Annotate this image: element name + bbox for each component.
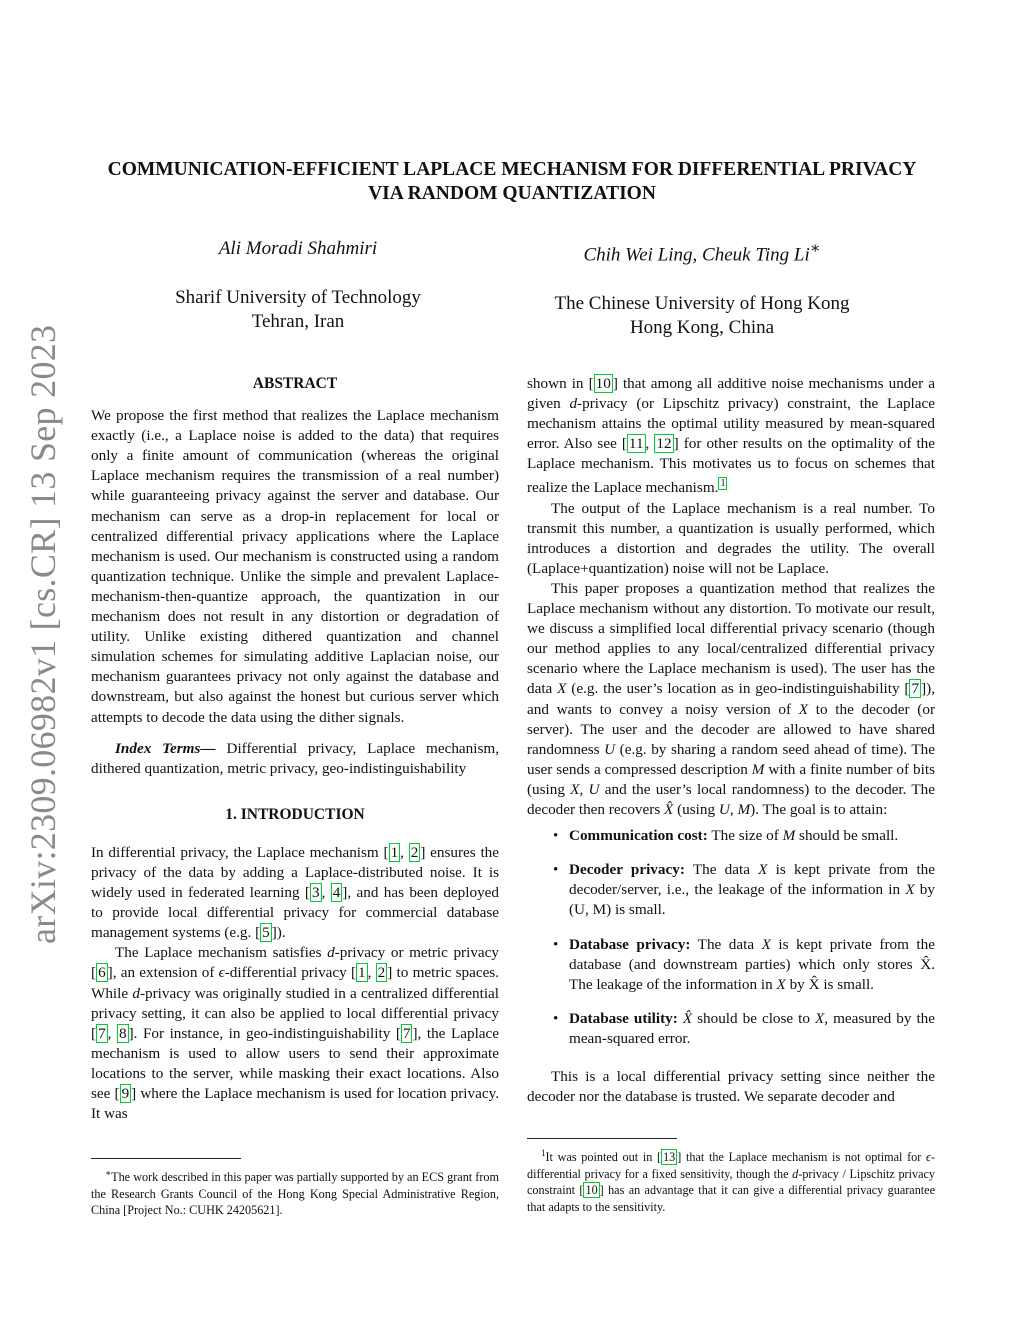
left-column (91, 374, 499, 1124)
introduction-heading: 1. INTRODUCTION (225, 805, 365, 823)
text-run: The data (690, 935, 762, 953)
text-run: should be close to (692, 1009, 815, 1027)
text-run: ] to metric spaces. While (91, 964, 500, 1002)
math-symbol: d (327, 944, 335, 962)
text-run: ] that the Laplace mechanism is not optimal for (677, 1150, 927, 1165)
text-run: , (367, 964, 376, 982)
text-run: , (107, 1024, 117, 1042)
citation-link[interactable]: 10 (585, 1183, 598, 1198)
list-item-label: Database privacy: (569, 935, 691, 953)
citation-link[interactable]: 13 (663, 1150, 676, 1165)
author-names (522, 237, 882, 267)
intro-paragraph-4: The output of the Laplace mechanism is a real number. To transmit this number, a quantization is usually performed, which introduces a distortion and degrades the utility. The overall (Laplace+quantization) noise will not be Laplace. (527, 499, 935, 577)
text-run: with a finite number of bits (using (527, 760, 935, 798)
math-symbol: d (792, 1166, 799, 1181)
author-names-text: Chih Wei Ling, Cheuk Ting Li (583, 244, 810, 266)
footnote-link[interactable]: 1 (720, 478, 726, 490)
citation-link[interactable]: 9 (121, 1085, 130, 1102)
math-symbol: X (798, 700, 809, 718)
paper-title (60, 158, 964, 206)
math-symbol: U, M (718, 801, 751, 819)
math-symbol: X (557, 680, 567, 698)
list-item (527, 935, 935, 995)
footnote-rule (527, 1138, 677, 1139)
footnote-text (91, 1165, 499, 1219)
citation-link[interactable]: 11 (628, 435, 644, 453)
citation-link[interactable]: 5 (262, 924, 270, 942)
math-symbol: X (905, 881, 915, 899)
text-run: -differential privacy for a fixed sensitivity, though the (527, 1150, 935, 1181)
intro-paragraph-5 (527, 579, 935, 820)
index-terms-label: Index Terms— (115, 739, 216, 757)
text-run: -privacy or metric privacy [ (91, 944, 499, 982)
math-symbol: X (814, 1009, 825, 1027)
citation-link[interactable]: 1 (358, 964, 366, 982)
math-symbol: ϵ (218, 964, 225, 982)
math-symbol: d (569, 395, 578, 413)
author-names: Ali Moradi Shahmiri (218, 238, 378, 259)
text-run: -privacy / Lipschitz privacy constraint [ (527, 1166, 936, 1198)
list-item (527, 860, 935, 920)
citation-link[interactable]: 10 (595, 375, 611, 392)
text-run: ] has an advantage that it can give a differential privacy guarantee that adapts to the sensitivity. (527, 1183, 935, 1214)
math-symbol: ϵ (926, 1150, 931, 1165)
text-run: ]), and wants to convey a noisy version of (527, 680, 935, 718)
paper-title-line-2: VIA RANDOM QUANTIZATION (368, 183, 656, 204)
text-run: ]. For instance, in geo-indistinguishability [ (128, 1024, 401, 1042)
math-symbol: X̂ (664, 801, 674, 819)
text-run: , (400, 843, 409, 861)
math-symbol: X (776, 975, 786, 993)
text-run: -privacy (or Lipschitz privacy) constraint, the Laplace mechanism attains the optimal utility measured by mean-squared error. Also see [ (527, 395, 935, 453)
affiliation-line: The Chinese University of Hong Kong (554, 293, 850, 315)
math-symbol: X, U (570, 780, 600, 798)
intro-paragraph-3 (527, 374, 935, 499)
text-run: and the user’s local randomness) to the decoder. The decoder then recovers (527, 780, 936, 819)
intro-paragraph-6: This is a local differential privacy setting since neither the decoder nor the database is trusted. We separate decoder and (527, 1067, 935, 1106)
citation-link[interactable]: 7 (911, 680, 920, 698)
citation-link[interactable]: 1 (390, 843, 399, 861)
text-run: The size of (707, 827, 783, 845)
text-run: It was pointed out in [ (545, 1150, 662, 1165)
text-run: ], an extension of (107, 964, 219, 982)
right-footnote-area (527, 1138, 935, 1215)
text-run: -privacy was originally studied in a centralized differential privacy setting, it can also be applied to local differential privacy [ (91, 984, 499, 1042)
text-run: shown in [ (527, 375, 594, 392)
math-symbol: d (132, 984, 140, 1002)
text-run: by X̂ is small. (785, 975, 874, 993)
text-run: (using (673, 801, 719, 819)
author-affiliation (522, 292, 882, 340)
text-run: ] where the Laplace mechanism is used for location privacy. It was (91, 1085, 499, 1123)
math-symbol: M (751, 760, 765, 778)
text-run: ] ensures the privacy of the data by adding a Laplace-distributed noise. It is widely used in federated learning [ (91, 843, 500, 902)
text-run: to the decoder (or server). The user and the decoder are allowed to have shared randomness (527, 700, 935, 758)
text-run: ], and has been deployed to provide local differential privacy for commercial database management systems (e.g. [ (91, 884, 500, 942)
author-affiliation (148, 286, 448, 334)
text-run: ]). (271, 924, 286, 942)
left-footnote-area (91, 1158, 499, 1219)
citation-link[interactable]: 8 (118, 1024, 127, 1042)
paper-title-line-1: COMMUNICATION-EFFICIENT LAPLACE MECHANISM FOR DIFFERENTIAL PRIVACY (107, 159, 917, 180)
footnote-rule (91, 1158, 241, 1159)
list-item-label: Decoder privacy: (569, 861, 685, 879)
math-symbol: U (604, 740, 616, 758)
affiliation-line: Tehran, Iran (251, 311, 345, 332)
text-run: The Laplace mechanism satisfies (115, 944, 328, 962)
text-run: , (321, 884, 331, 902)
list-item-label: Communication cost: (569, 827, 708, 845)
index-terms-text: Differential privacy, Laplace mechanism, dithered quantization, metric privacy, geo-indistinguishability (91, 739, 500, 777)
text-run: In differential privacy, the Laplace mechanism [ (91, 843, 389, 861)
author-block-left (148, 237, 448, 334)
footnote-mark: 1 (541, 1148, 546, 1158)
text-run: -differential privacy [ (224, 964, 357, 982)
citation-link[interactable]: 12 (656, 435, 672, 453)
list-item (527, 1009, 935, 1049)
text-run: This paper proposes a quantization method that realizes the Laplace mechanism without any distortion. To motivate our result, we discuss a simplified local differential privacy scenario (though our method applies to any local/centralized differential privacy scenario where the Laplace mechanism is used). The user has the data (527, 580, 935, 698)
citation-link[interactable]: 2 (410, 843, 419, 861)
author-block-right (522, 237, 882, 340)
text-run: ] that among all additive noise mechanisms under a given (527, 375, 935, 413)
math-symbol: X (761, 935, 771, 953)
abstract-text: We propose the first method that realizes the Laplace mechanism exactly (i.e., a Laplace noise is added to the data) that requires only a finite amount of communication (whereas the original Laplace mechanism requires the transmission of a real number) while guaranteeing privacy against the server and database. Our mechanism can serve as a drop-in replacement for local or centralized differential privacy applications where the Laplace mechanism is used. Our mechanism is constructed using a random quantization technique. Unlike the simple and prevalent Laplace-mechanism-then-quantize approach, the quantization in our mechanism does not result in any distortion or degradation of utility. Unlike existing dithered quantization and channel simulation schemes for simulating additive Laplacian noise, our mechanism guarantees privacy not only against the database and downstream, but also against the honest but curious server which attempts to decode the data using the dither signals. (91, 407, 499, 726)
affiliation-line: Sharif University of Technology (175, 287, 421, 308)
text-run: , measured by the mean-squared error. (569, 1009, 936, 1047)
math-symbol: M (782, 827, 796, 845)
text-run: The data (684, 861, 759, 879)
citation-link[interactable]: 2 (377, 964, 386, 982)
goals-list (527, 826, 935, 1049)
list-item (527, 826, 935, 846)
text-run: , (645, 435, 655, 453)
intro-paragraph-1 (91, 843, 499, 943)
citation-link[interactable]: 3 (311, 884, 320, 902)
index-terms (91, 739, 499, 779)
text-run: The work described in this paper was partially supported by an ECS grant from the Research Grants Council of the Hong Kong Special Administrative Region, China [Project No.: CUHK 24205621]. (91, 1170, 499, 1218)
text-run: should be small. (795, 827, 899, 845)
text-run: is kept private from the database (and downstream parties) which only stores X̂. The leakage of the information in (569, 935, 935, 993)
text-run: ], the Laplace mechanism is used to allow users to send their approximate locations to the server, while masking their exact locations. Also see [ (91, 1024, 500, 1102)
footnote-text (527, 1145, 935, 1215)
text-run: ). The goal is to attain: (750, 801, 888, 819)
math-symbol: X̂ (682, 1009, 693, 1027)
list-item-label: Database utility: (569, 1009, 678, 1027)
citation-link[interactable]: 4 (332, 884, 341, 902)
right-column (527, 374, 935, 1107)
citation-link[interactable]: 6 (98, 964, 106, 982)
text-run: (e.g. the user’s location as in geo-indistinguishability [ (566, 680, 910, 698)
text-run: ] for other results on the optimality of the Laplace mechanism. This motivates us to focus on schemes that realize the Laplace mechanism. (527, 435, 935, 497)
math-symbol: X (758, 861, 768, 879)
author-footnote-mark: ∗ (809, 240, 821, 257)
text-run: (e.g. by sharing a random seed ahead of time). The user sends a compressed description (527, 740, 935, 778)
intro-paragraph-2 (91, 943, 499, 1124)
affiliation-line: Hong Kong, China (629, 317, 775, 339)
citation-link[interactable]: 7 (402, 1024, 411, 1042)
citation-link[interactable]: 7 (98, 1024, 106, 1042)
footnote-mark: ∗ (105, 1168, 112, 1178)
text-run: is kept private from the decoder/server, i.e., the leakage of the information in (569, 861, 936, 899)
text-run: by (U, M) is small. (569, 881, 935, 919)
abstract-heading: ABSTRACT (252, 375, 338, 392)
arxiv-identifier-stamp: arXiv:2309.06982v1 [cs.CR] 13 Sep 2023 (23, 324, 63, 944)
